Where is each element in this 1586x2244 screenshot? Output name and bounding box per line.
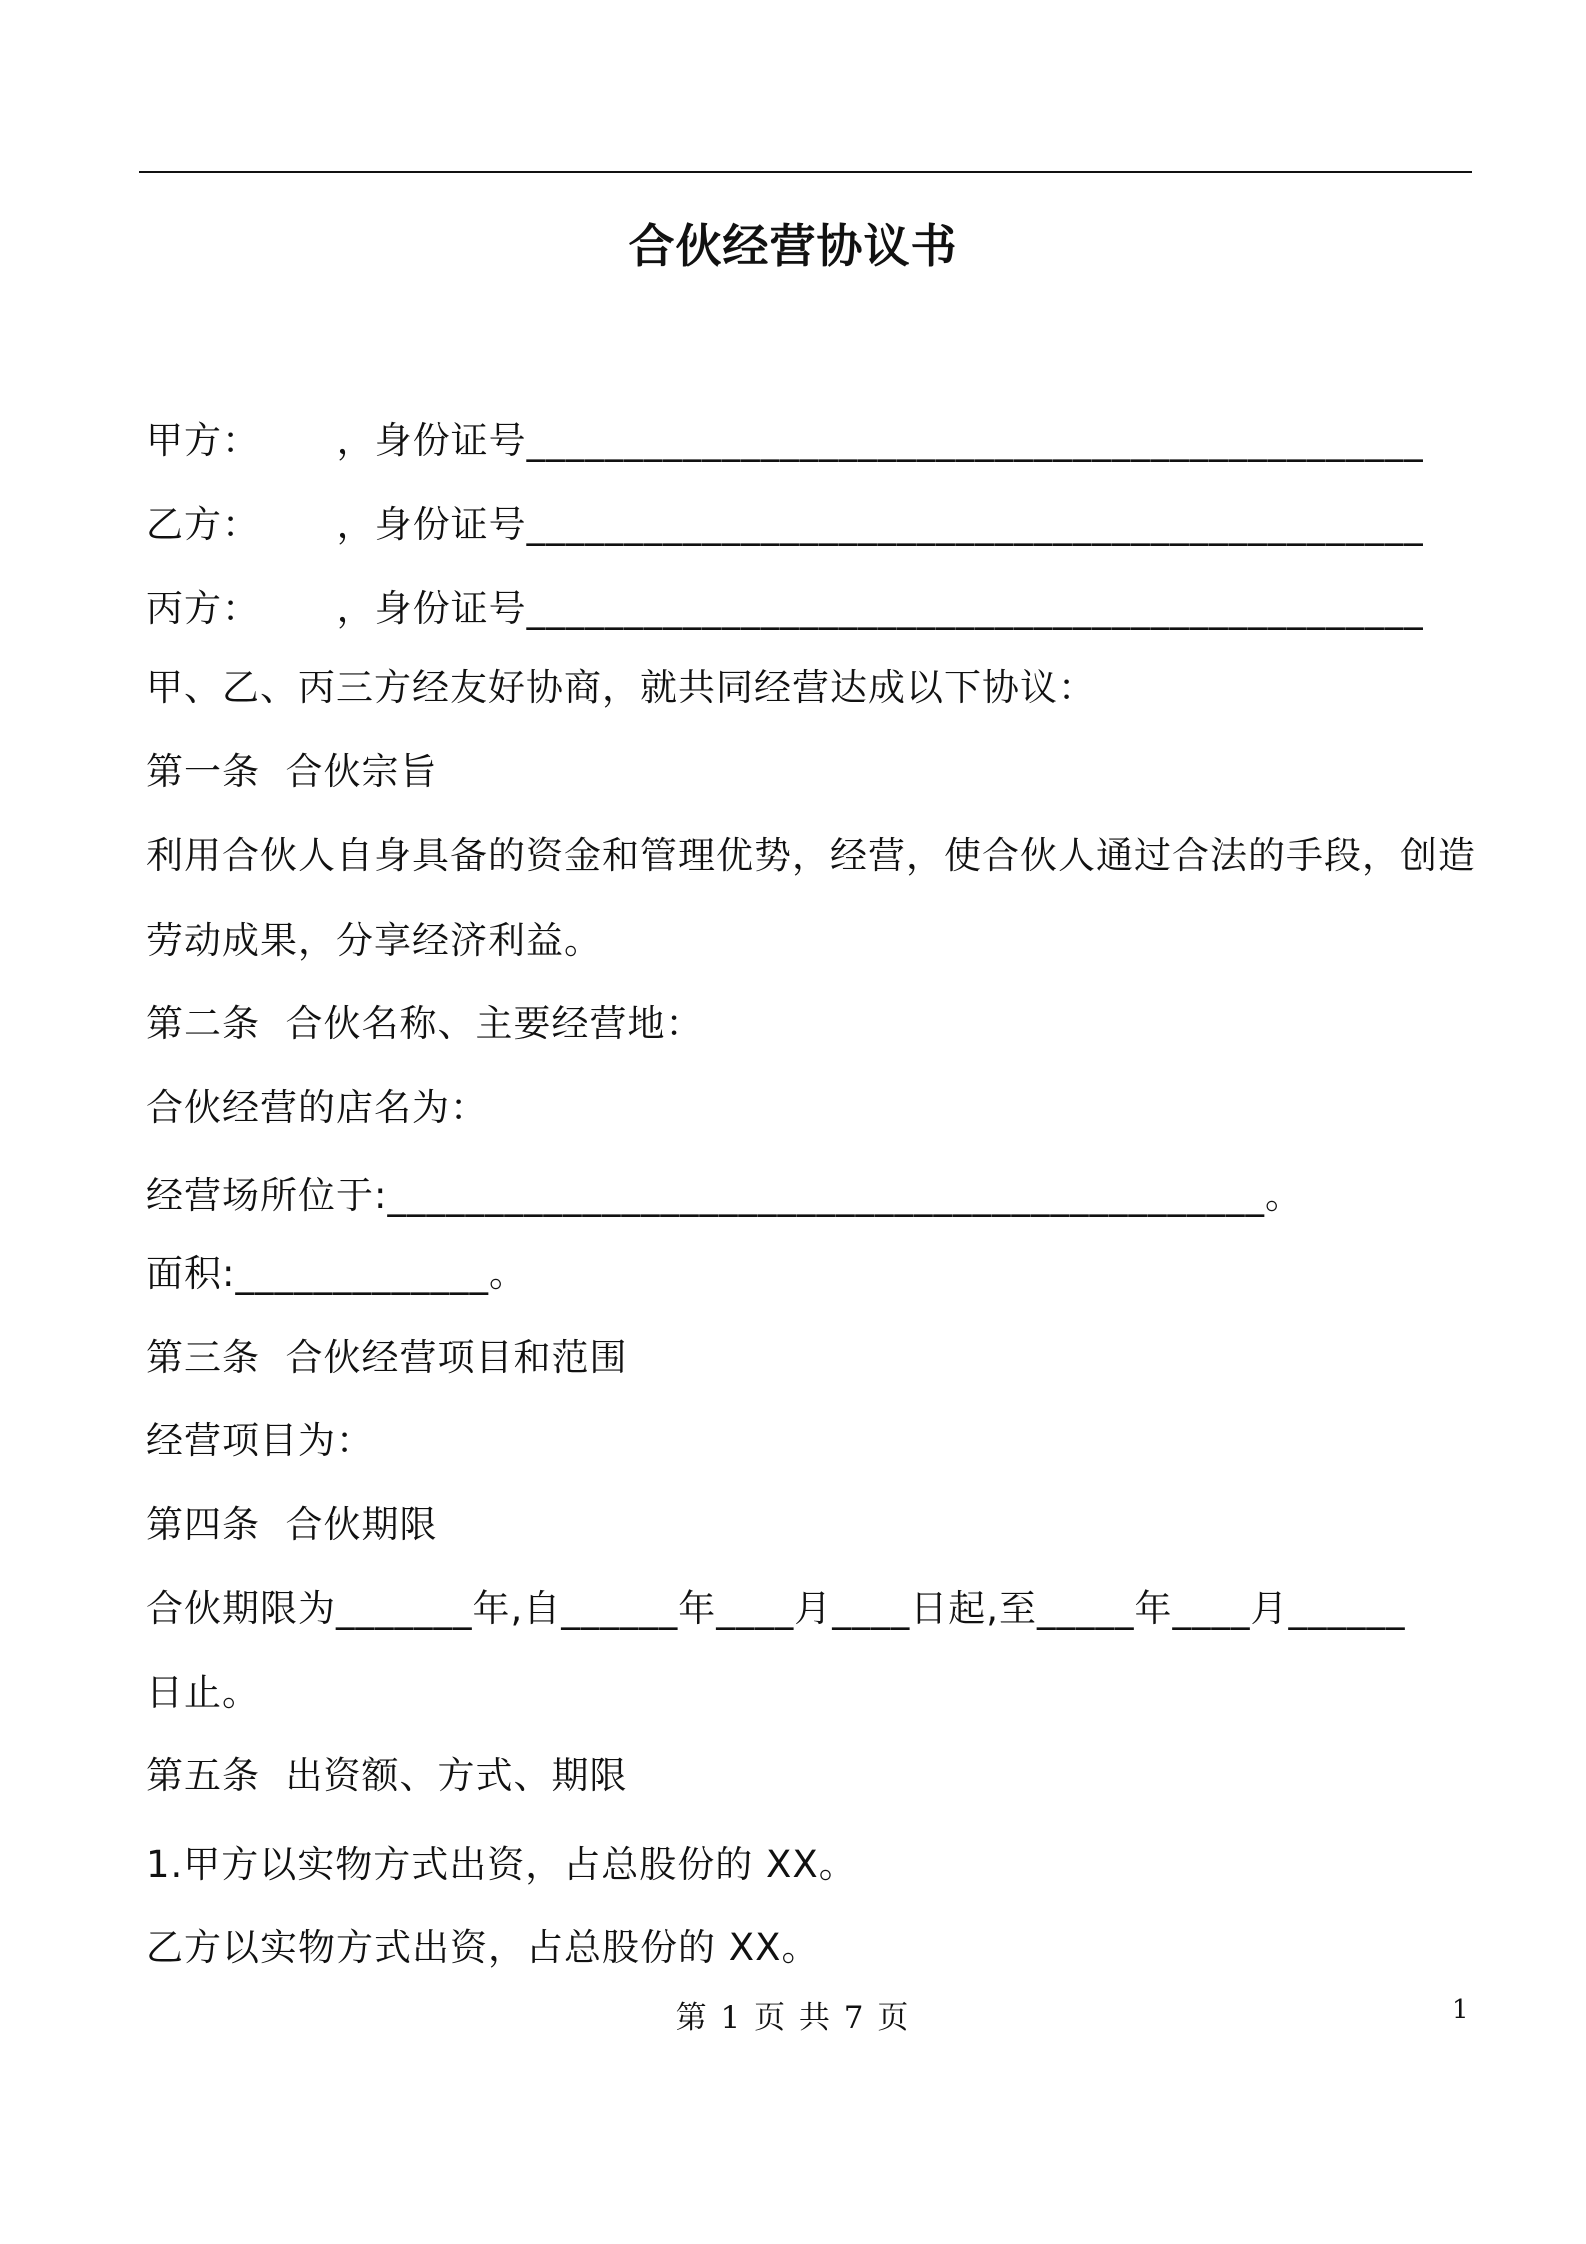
header-rule <box>139 171 1472 173</box>
shop-name-line: 合伙经营的店名为： <box>146 1086 488 1129</box>
party-c-line: 丙方： ，身份证号______________________________________________ <box>146 587 1424 630</box>
party-b-line: 乙方： ，身份证号______________________________________________ <box>146 503 1424 546</box>
article-1-text-line-2: 劳动成果，分享经济利益。 <box>146 919 602 962</box>
business-items-line: 经营项目为： <box>146 1419 374 1462</box>
contribution-party-a: 1.甲方以实物方式出资，占总股份的 XX。 <box>146 1843 857 1886</box>
document-title: 合伙经营协议书 <box>628 219 958 273</box>
business-location-line: 经营场所位于:_____________________________________________。 <box>146 1174 1303 1217</box>
article-5-heading: 第五条 出资额、方式、期限 <box>146 1754 628 1797</box>
article-1-heading: 第一条 合伙宗旨 <box>146 750 438 793</box>
party-a-line: 甲方： ，身份证号______________________________________________ <box>146 419 1424 462</box>
article-1-text-line-1: 利用合伙人自身具备的资金和管理优势，经营，使合伙人通过合法的手段，创造 <box>146 834 1476 877</box>
page-number: 1 <box>1452 1995 1469 2025</box>
partnership-term-line-1: 合伙期限为_______年,自______年____月____日起,至_____年____月______ <box>146 1587 1406 1630</box>
article-3-heading: 第三条 合伙经营项目和范围 <box>146 1336 628 1379</box>
article-2-heading: 第二条 合伙名称、主要经营地： <box>146 1002 704 1045</box>
agreement-intro: 甲、乙、丙三方经友好协商，就共同经营达成以下协议： <box>146 666 1096 709</box>
page-footer: 第 1 页 共 7 页 <box>675 2000 911 2036</box>
partnership-term-line-2: 日止。 <box>146 1671 260 1714</box>
area-line: 面积:_____________。 <box>146 1252 527 1295</box>
article-4-heading: 第四条 合伙期限 <box>146 1503 438 1546</box>
contribution-party-b: 乙方以实物方式出资，占总股份的 XX。 <box>146 1926 820 1969</box>
